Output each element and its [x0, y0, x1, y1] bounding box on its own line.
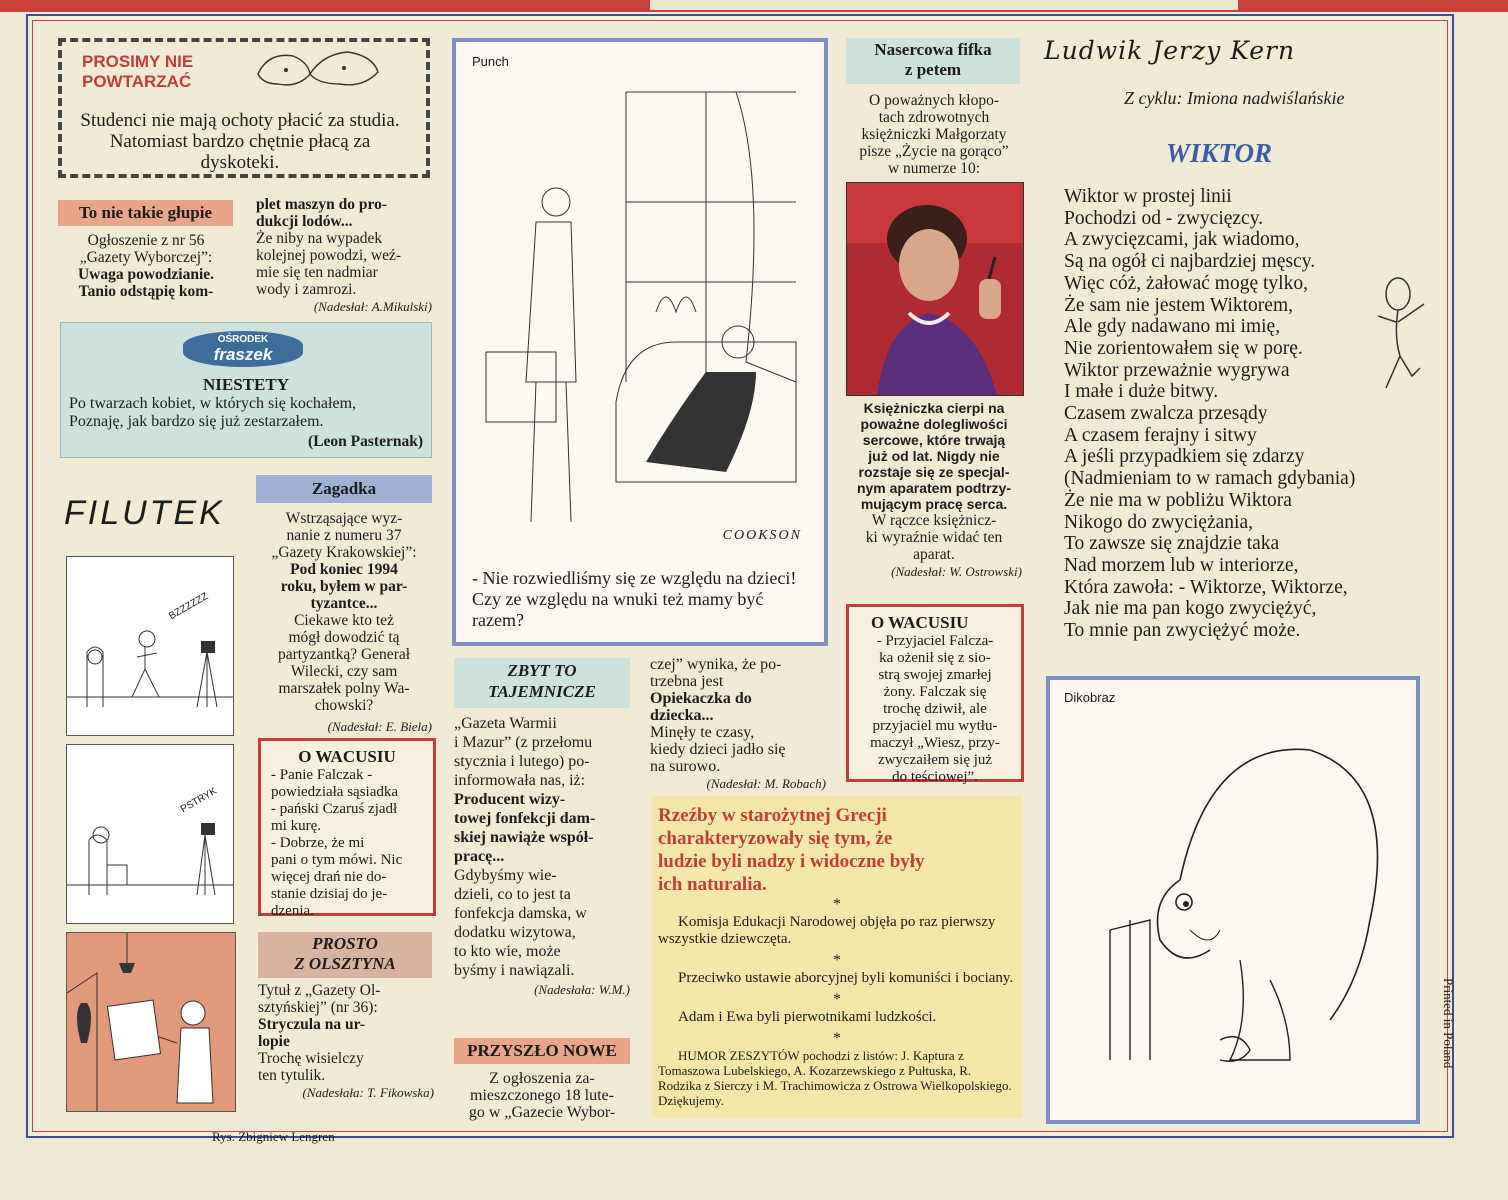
fraszek-box	[60, 322, 432, 458]
zagadka-tag: Zagadka	[256, 475, 432, 503]
punch-caption: - Nie rozwiedliśmy się ze względu na dzieci! Czy ze względu na wnuki też mamy być razem?	[472, 568, 797, 630]
wacusiu-title-1: O WACUSIU	[298, 747, 396, 766]
przyszlo-text: Z ogłoszenia za- mieszczonego 18 lute- go w „Gazecie Wybor-	[468, 1070, 616, 1121]
top-band	[0, 0, 1508, 12]
prosimy-box	[58, 38, 430, 178]
onomatopoeia-1: BZZZZZZ	[167, 590, 211, 623]
poem-author: Ludwik Jerzy Kern	[1044, 36, 1296, 65]
zagadka-text: Wstrząsające wyz- nanie z numeru 37 „Gazety Krakowskiej”: Pod koniec 1994 roku, byłem w par- tyzantce... Ciekawe kto też mógł dowodzić tą partyzantką? Generał Wilecki, czy sam marszałek polny Wa- chowski? (Nadesłał: E. Biela)	[271, 510, 432, 734]
onomatopoeia-2: PSTRYK	[178, 785, 219, 816]
wacusiu-text-1: - Panie Falczak - powiedziała sąsiadka - pański Czaruś zjadł mi kurę. - Dobrze, że mi pani o tym mówi. Nic więcej drań nie do- stanie dzisiaj do je- dzenia.	[271, 767, 403, 919]
wacusiu-box-1	[258, 738, 436, 919]
star-4: *	[833, 1030, 841, 1047]
przyszlo-tag: PRZYSZŁO NOWE	[454, 1038, 630, 1064]
printed-note: Printed in Poland	[1441, 978, 1456, 1069]
poem-lines: Wiktor w prostej linii Pochodzi od - zwycięzcy. A zwycięzcami, jak wiadomo, Są na ogół ci najbardziej męscy. Więc cóż, żałować mogę tylko, Że sam nie jestem Wiktorem, Ale gdy nadawano mi imię, Nie zorientowałem się w porę. Wiktor przeważnie wygrywa I małe i duże bitwy. Czasem zwalcza przesądy A czasem ferajny i sitwy A jeśli przypadkiem się zdarzy (Nadmieniam to w ramach gdybania) Że nie ma w pobliżu Wiktora Nikogo do zwyciężania, To zawsze się znajdzie taka Nad morzem lub w interiorze, Która zawoła: - Wiktorze, Wiktorze, Jak nie ma pan kogo zwyciężyć, To mnie pan zwyciężyć może.	[1064, 186, 1356, 642]
star-3: *	[833, 991, 841, 1008]
princess-photo	[846, 182, 1024, 396]
zeszyty-credits: HUMOR ZESZYTÓW pochodzi z listów: J. Kaptura z Tomaszowa Lubelskiego, A. Kozarzewskiego z Pułtuska, R. Rodzika z Sierczy i M. Trachimowicza z Ostrowa Wielkopolskiego. Dziękujemy.	[658, 1048, 1012, 1108]
zbyt-text: „Gazeta Warmii i Mazur” (z przełomu stycznia i lutego) po- informowała nas, iż: Producent wizy- towej fonfekcji dam- skiej nawiąże współ- pracę... Gdybyśmy wie- dzieli, co to jest ta fonfekcja damska, w dodatku wizytowa, to kto wie, może byśmy i nawiązali. (Nadesłała: W.M.)	[454, 715, 630, 997]
faces-doodle-icon	[248, 44, 388, 96]
filutek-comic-3	[66, 932, 236, 1112]
dikobraz-box	[1046, 676, 1420, 1124]
prosimy-title: PROSIMY NIE POWTARZAĆ	[82, 52, 194, 91]
zeszyty-box	[652, 796, 1022, 1118]
wacusiu-title-2: O WACUSIU	[871, 613, 969, 632]
wacusiu-text-2: - Przyjaciel Falcza- ka ożenił się z sio- strą swojej zmarłej żony. Falczak się trochę dziwił, ale przyjaciel mu wytłu- maczył „Wiesz, przy- zwyczaiłem się już do teściowej”.	[870, 633, 1000, 785]
star-1: *	[833, 896, 841, 913]
wacusiu-box-2	[846, 604, 1024, 785]
fraszek-title: NIESTETY	[203, 375, 289, 394]
footer-line-left	[30, 1136, 200, 1138]
fraszek-poem: Po twarzach kobiet, w których się kochałem, Poznaję, jak bardzo się już zestarzałem.	[69, 395, 357, 430]
olsztyn-tag: PROSTO Z OLSZTYNA	[258, 932, 432, 978]
filutek-comic-1	[66, 556, 234, 736]
fifka-body: Księżniczka cierpi na poważne dolegliwości sercowe, które trwają już od lat. Nigdy nie rozstaje się ze specjal- nym aparatem podtrzy- mującym pracę serca. W rączce księżnicz- ki wyraźnie widać ten aparat. (Nadesłał: W. Ostrowski)	[856, 400, 1022, 579]
filutek-comic-2	[66, 744, 234, 924]
fraszek-author: (Leon Pasternak)	[308, 433, 423, 450]
dancing-figure-doodle	[1372, 276, 1432, 406]
zeszyty-item-2: Przeciwko ustawie aborcyjnej byli komuniści i bociany.	[678, 970, 1014, 986]
zeszyty-item-3: Adam i Ewa byli pierwotnikami ludzkości.	[678, 1009, 937, 1025]
zbyt-tag: ZBYT TO TAJEMNICZE	[454, 658, 630, 708]
punch-artist: COOKSON	[722, 528, 802, 543]
star-2: *	[833, 952, 841, 969]
prosimy-text: Studenci nie mają ochoty płacić za studia. Natomiast bardzo chętnie płacą za dyskoteki.	[80, 110, 400, 173]
punch-source: Punch	[472, 54, 509, 69]
punch-box	[452, 38, 828, 646]
dikobraz-cartoon	[1090, 720, 1390, 1100]
footer-line-right	[366, 1136, 1452, 1138]
nie-glupie-col1: Ogłoszenie z nr 56 „Gazety Wyborczej”: Uwaga powodzianie. Tanio odstąpię kom-	[77, 232, 215, 300]
fifka-intro: O poważnych kłopo- tach zdrowotnych księżniczki Małgorzaty pisze „Życie na gorąco” w numerze 10:	[859, 92, 1009, 177]
filutek-logo: FILUTEK	[64, 494, 225, 532]
nie-glupie-col2: plet maszyn do pro- dukcji lodów... Że niby na wypadek kolejnej powodzi, weź- mie się ten nadmiar wody i zamrozi. (Nadesłał: A.Mikulski)	[256, 196, 432, 314]
olsztyn-text: Tytuł z „Gazety Ol- sztyńskiej” (nr 36): Stryczula na ur- lopie Trochę wisielczy ten tytulik. (Nadesłała: T. Fikowska)	[258, 982, 434, 1100]
dikobraz-source: Dikobraz	[1064, 690, 1116, 705]
punch-cartoon	[476, 82, 806, 562]
fraszek-logo: OŚRODEK fraszek	[183, 331, 303, 367]
zeszyty-headline: Rzeźby w starożytnej Grecji charakteryzowały się tym, że ludzie byli nadzy i widoczne były ich naturalia.	[658, 805, 925, 895]
nie-glupie-tag: To nie takie głupie	[58, 200, 233, 226]
czej-text: czej” wynika, że po- trzebna jest Opiekaczka do dziecka... Minęły te czasy, kiedy dzieci jadło się na surowo. (Nadesłał: M. Robach)	[650, 656, 826, 791]
poem-cycle: Z cyklu: Imiona nadwiślańskie	[1124, 88, 1345, 108]
fifka-tag: Nasercowa fifka z petem	[846, 38, 1020, 84]
poem-title: WIKTOR	[1166, 138, 1273, 168]
zeszyty-item-1: Komisja Edukacji Narodowej objęła po raz pierwszy wszystkie dziewczęta.	[658, 914, 996, 947]
footer-credit: Rys. Zbigniew Lengren	[212, 1129, 335, 1144]
